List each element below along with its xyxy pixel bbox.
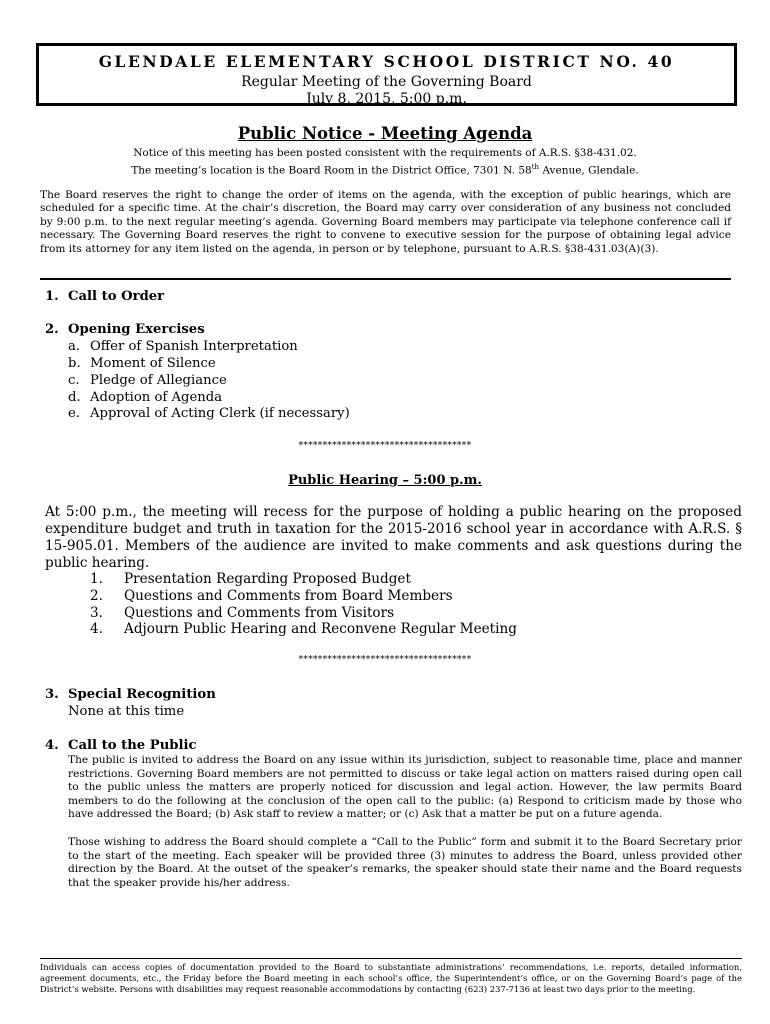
sub-letter: b. — [68, 356, 81, 371]
step-number: 2. — [90, 588, 103, 604]
hearing-step: Adjourn Public Hearing and Reconvene Regular Meeting — [124, 621, 517, 637]
item-title-special-recognition: Special Recognition — [68, 687, 216, 702]
notice-line-1: Notice of this meeting has been posted consistent with the requirements of A.R.S. §38-431.02. — [133, 147, 637, 159]
step-number: 1. — [90, 571, 103, 587]
sub-item: Pledge of Allegiance — [90, 373, 227, 388]
public-hearing-heading: Public Hearing – 5:00 p.m. — [288, 473, 482, 488]
header-box — [36, 43, 737, 106]
sub-letter: d. — [68, 390, 81, 405]
item-number: 1. — [45, 289, 59, 304]
posting-notice — [0, 146, 770, 178]
item-title-call-to-order: Call to Order — [68, 289, 165, 304]
divider — [40, 278, 731, 280]
step-number: 4. — [90, 621, 103, 637]
sub-item: Moment of Silence — [90, 356, 216, 371]
item-number: 3. — [45, 687, 59, 702]
item-number: 2. — [45, 322, 59, 337]
hearing-step: Questions and Comments from Visitors — [124, 605, 395, 621]
district-name: GLENDALE ELEMENTARY SCHOOL DISTRICT NO. 40 — [98, 52, 675, 71]
meeting-date: July 8, 2015, 5:00 p.m. — [306, 91, 467, 107]
sub-item: Approval of Acting Clerk (if necessary) — [90, 406, 350, 421]
step-number: 3. — [90, 605, 103, 621]
sub-letter: e. — [68, 406, 80, 421]
hearing-step: Presentation Regarding Proposed Budget — [124, 571, 411, 587]
sub-item: Offer of Spanish Interpretation — [90, 339, 298, 354]
hearing-step: Questions and Comments from Board Members — [124, 588, 453, 604]
call-to-public-paragraph-1: The public is invited to address the Board on any issue within its jurisdiction, subject to reasonable time, place and manner restrictions. Governing Board members are not permitted to discuss or take legal action on matters raised during open call to the public unless the matters are properly noticed for discussion and legal action. However, the law permits Board members to do the following at the conclusion of the open call to the public: (a) Respond to criticism made by those who have addressed the Board; (b) Ask staff to review a matter; or (c) Ask that a matter be put on a future agenda. — [68, 754, 742, 821]
sub-letter: c. — [68, 373, 80, 388]
footer-divider — [40, 958, 742, 959]
special-recognition-text: None at this time — [68, 704, 185, 719]
meeting-type: Regular Meeting of the Governing Board — [241, 74, 532, 90]
separator-stars: ************************************ — [298, 441, 472, 451]
sub-item: Adoption of Agenda — [90, 390, 223, 405]
item-number: 4. — [45, 738, 59, 753]
public-hearing-text: At 5:00 p.m., the meeting will recess for the purpose of holding a public hearing on the proposed expenditure budget and truth in taxation for the 2015-2016 school year in accordance with A.R.S. § 15-905.01. Members of the audience are invited to make comments and ask questions during the public hearing. — [45, 504, 742, 571]
separator-stars: ************************************ — [298, 655, 472, 665]
board-reserve-paragraph: The Board reserves the right to change the order of items on the agenda, with the exception of public hearings, which are scheduled for a specific time. At the chair’s discretion, the Board may carry over consideration of any business not concluded by 9:00 p.m. to the next regular meeting’s agenda. Governing Board members may participate via telephone conference call if necessary. The Governing Board reserves the right to convene to executive session for the purpose of obtaining legal advice from its attorney for any item listed on the agenda, in person or by telephone, pursuant to A.R.S. §38-431.03(A)(3). — [40, 189, 731, 255]
call-to-public-paragraph-2: Those wishing to address the Board should complete a “Call to the Public” form and submit it to the Board Secretary prior to the start of the meeting. Each speaker will be provided three (3) minutes to address the Board, unless provided other direction by the Board. At the outset of the speaker’s remarks, the speaker should state their name and the Board requests that the speaker provide his/her address. — [68, 836, 742, 889]
page-title: Public Notice - Meeting Agenda — [237, 124, 533, 143]
item-title-call-to-public: Call to the Public — [68, 738, 197, 753]
sub-letter: a. — [68, 339, 81, 354]
item-title-opening-exercises: Opening Exercises — [68, 322, 205, 337]
footer-note: Individuals can access copies of documentation provided to the Board to substantiate administrations’ recommendations, i.e. reports, detailed information, agreement documents, etc., the Friday before the Board meeting in each school’s office, the Superintendent’s office, or on the Governing Board’s page of the District’s website. Persons with disabilities may request reasonable accommodations by contacting (623) 237-7136 at least two days prior to the meeting. — [40, 962, 742, 994]
notice-line-2: The meeting’s location is the Board Room in the District Office, 7301 N. 58th Avenue, Glendale. — [131, 163, 639, 177]
